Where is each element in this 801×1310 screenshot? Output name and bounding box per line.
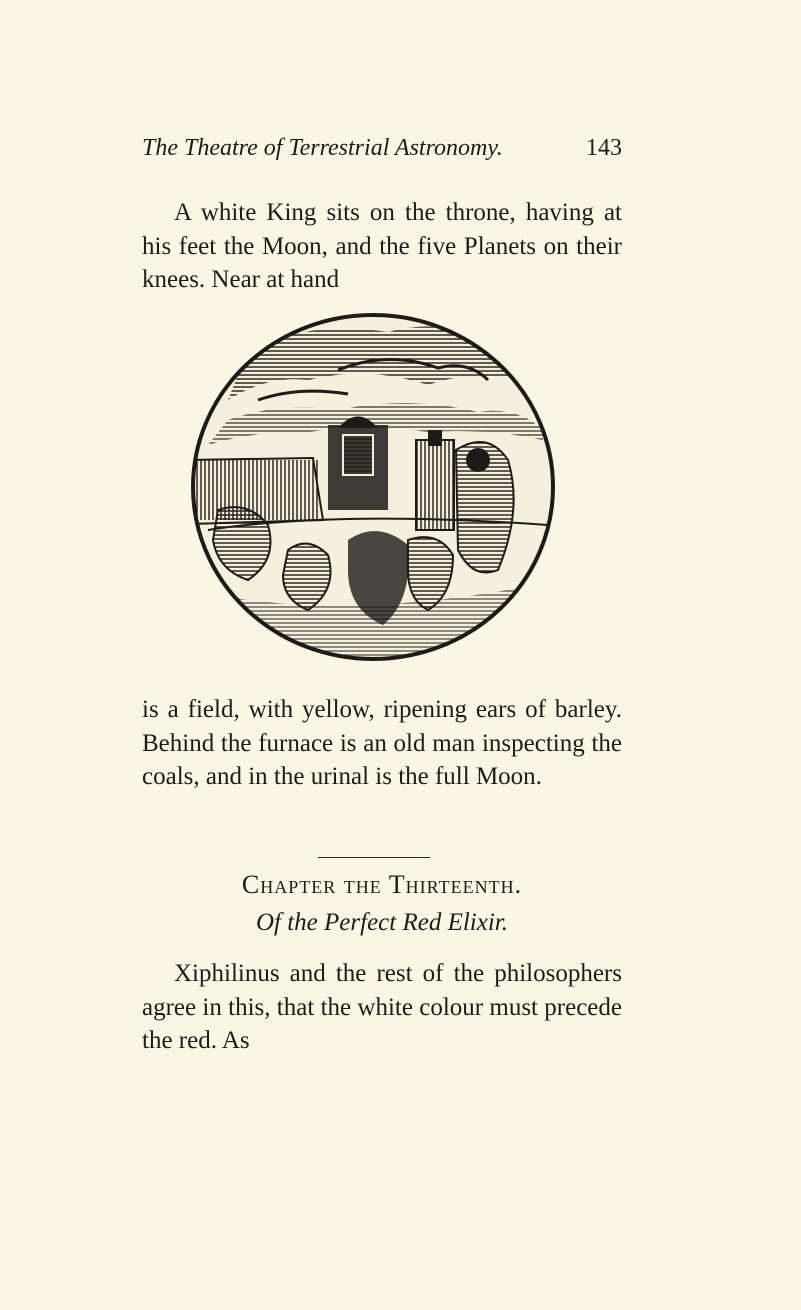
- paragraph-king: [142, 196, 622, 297]
- paragraph-xiphilinus: [142, 957, 622, 1058]
- chapter-subtitle: Of the Perfect Red Elixir.: [255, 909, 508, 936]
- section-divider: [318, 857, 430, 858]
- running-title: The Theatre of Terrestrial Astronomy.: [142, 135, 503, 161]
- paragraph-xiphilinus-text: Xiphilinus and the rest of the philosophers agree in this, that the white colour must precede the red. As: [142, 960, 622, 1054]
- woodcut-illustration: [188, 310, 558, 665]
- paragraph-field: is a field, with yellow, ripening ears of barley. Behind the furnace is an old man inspecting the coals, and in the urinal is the full Moon.: [142, 696, 622, 790]
- running-header: [142, 133, 622, 163]
- chapter-heading: Chapter the Thirteenth.: [241, 870, 523, 899]
- page-number: 143: [586, 135, 622, 161]
- paragraph-king-text: A white King sits on the throne, having at his feet the Moon, and the five Planets on their knees. Near at hand: [142, 199, 622, 293]
